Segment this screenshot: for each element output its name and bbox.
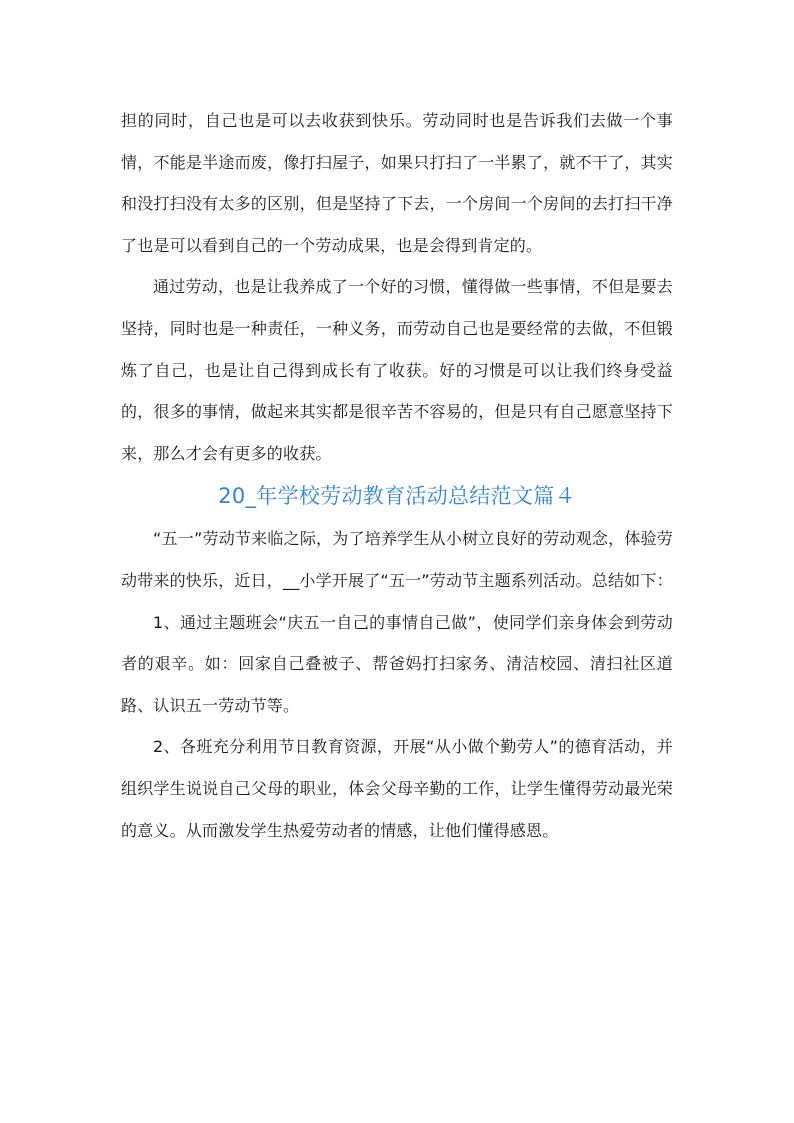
section-heading: 20_年学校劳动教育活动总结范文篇４: [218, 484, 576, 509]
paragraph-habit: 通过劳动，也是让我养成了一个好的习惯，懂得做一些事情，不但是要去坚持，同时也是一种责任，一种义务，而劳动自己也是要经常的去做，不但锻炼了自己，也是让自己得到成长有了收获。好的习惯是可以让我们终身受益的，很多的事情，做起来其实都是很辛苦不容易的，但是只有自己愿意坚持下来，那么才会有更多的收获。: [121, 277, 673, 463]
paragraph-continuation: 担的同时，自己也是可以去收获到快乐。劳动同时也是告诉我们去做一个事情，不能是半途而废，像打扫屋子，如果只打扫了一半累了，就不干了，其实和没打扫没有太多的区别，但是坚持了下去，一个房间一个房间的去打扫干净了也是可以看到自己的一个劳动成果，也是会得到肯定的。: [121, 111, 673, 255]
paragraph-item-2: 2、各班充分利用节日教育资源，开展“从小做个勤劳人”的德育活动，并组织学生说说自己父母的职业，体会父母辛勤的工作，让学生懂得劳动最光荣的意义。从而激发学生热爱劳动者的情感，让他们懂得感恩。: [121, 737, 673, 840]
paragraph-item-1: 1、通过主题班会“庆五一自己的事情自己做”，使同学们亲身体会到劳动者的艰辛。如：回家自己叠被子、帮爸妈打扫家务、清洁校园、清扫社区道路、认识五一劳动节等。: [121, 612, 673, 715]
document-body: [121, 100, 673, 851]
paragraph-intro: “五一”劳动节来临之际，为了培养学生从小树立良好的劳动观念，体验劳动带来的快乐，近日，__小学开展了“五一”劳动节主题系列活动。总结如下：: [121, 529, 673, 590]
